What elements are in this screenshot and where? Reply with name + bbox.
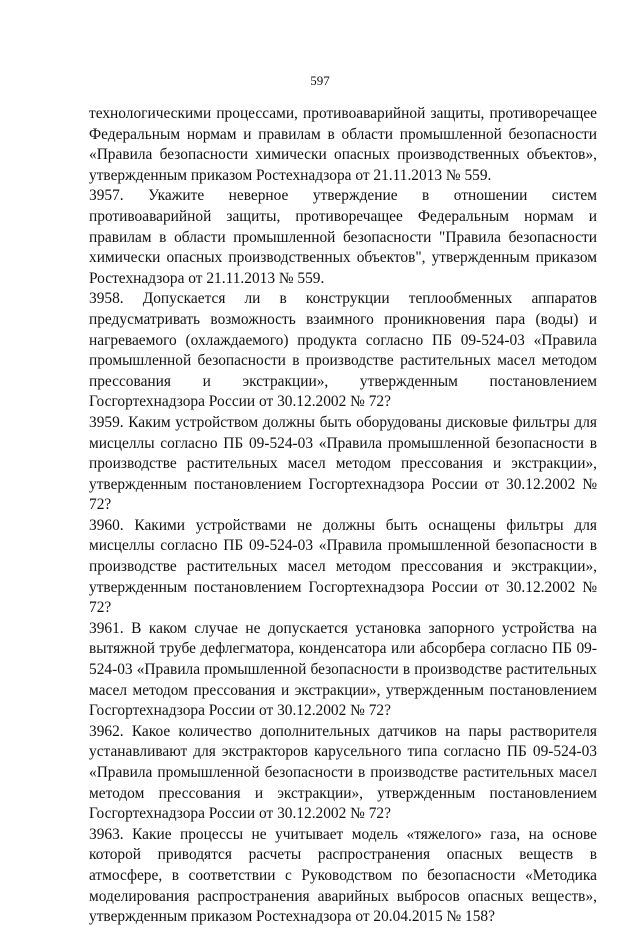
page-number: 597 [310,73,330,88]
question-3962: 3962. Какое количество дополнительных датчиков на пары растворителя устанавливают для экстракторов карусельного типа согласно ПБ 09-524-03 «Правила промышленной безопасности в производстве растительных масел методом прессования и экстракции», утвержденным постановлением Госгортехнадзора России от 30.12.2002 № 72? [89,722,597,823]
question-3958: 3958. Допускается ли в конструкции теплообменных аппаратов предусматривать возможность взаимного проникновения пара (воды) и нагреваемого (охлаждаемого) продукта согласно ПБ 09-524-03 «Правила промышленной безопасности в производстве растительных масел методом прессования и экстракции», утвержденным постановлением Госгортехнадзора России от 30.12.2002 № 72? [89,290,597,411]
question-3963: 3963. Какие процессы не учитывает модель «тяжелого» газа, на основе которой приводятся расчеты распространения опасных веществ в атмосфере, в соответствии с Руководством по безопасности «Методика моделирования распространения аварийных выбросов опасных веществ», утвержденным приказом Ростехнадзора от 20.04.2015 № 158? [89,825,597,926]
paragraph-continuation: технологическими процессами, противоаварийной защиты, противоречащее Федеральным нормам и правилам в области промышленной безопасности «Правила безопасности химически опасных производственных объектов», утвержденным приказом Ростехнадзора от 21.11.2013 № 559. [89,105,597,184]
question-3960: 3960. Какими устройствами не должны быть оснащены фильтры для мисцеллы согласно ПБ 09-524-03 «Правила промышленной безопасности в производстве растительных масел методом прессования и экстракции», утвержденным постановлением Госгортехнадзора России от 30.12.2002 № 72? [89,516,597,617]
question-3957: 3957. Укажите неверное утверждение в отношении систем противоаварийной защиты, противоречащее Федеральным нормам и правилам в области промышленной безопасности "Правила безопасности химически опасных производственных объектов", утвержденным приказом Ростехнадзора от 21.11.2013 № 559. [89,187,597,287]
question-3961: 3961. В каком случае не допускается установка запорного устройства на вытяжной трубе дефлегматора, конденсатора или абсорбера согласно ПБ 09-524-03 «Правила промышленной безопасности в производстве растительных масел методом прессования и экстракции», утвержденным постановлением Госгортехнадзора России от 30.12.2002 № 72? [89,619,597,720]
document-body [89,104,597,928]
question-3959: 3959. Каким устройством должны быть оборудованы дисковые фильтры для мисцеллы согласно ПБ 09-524-03 «Правила промышленной безопасности в производстве растительных масел методом прессования и экстракции», утвержденным постановлением Госгортехнадзора России от 30.12.2002 № 72? [89,413,597,514]
